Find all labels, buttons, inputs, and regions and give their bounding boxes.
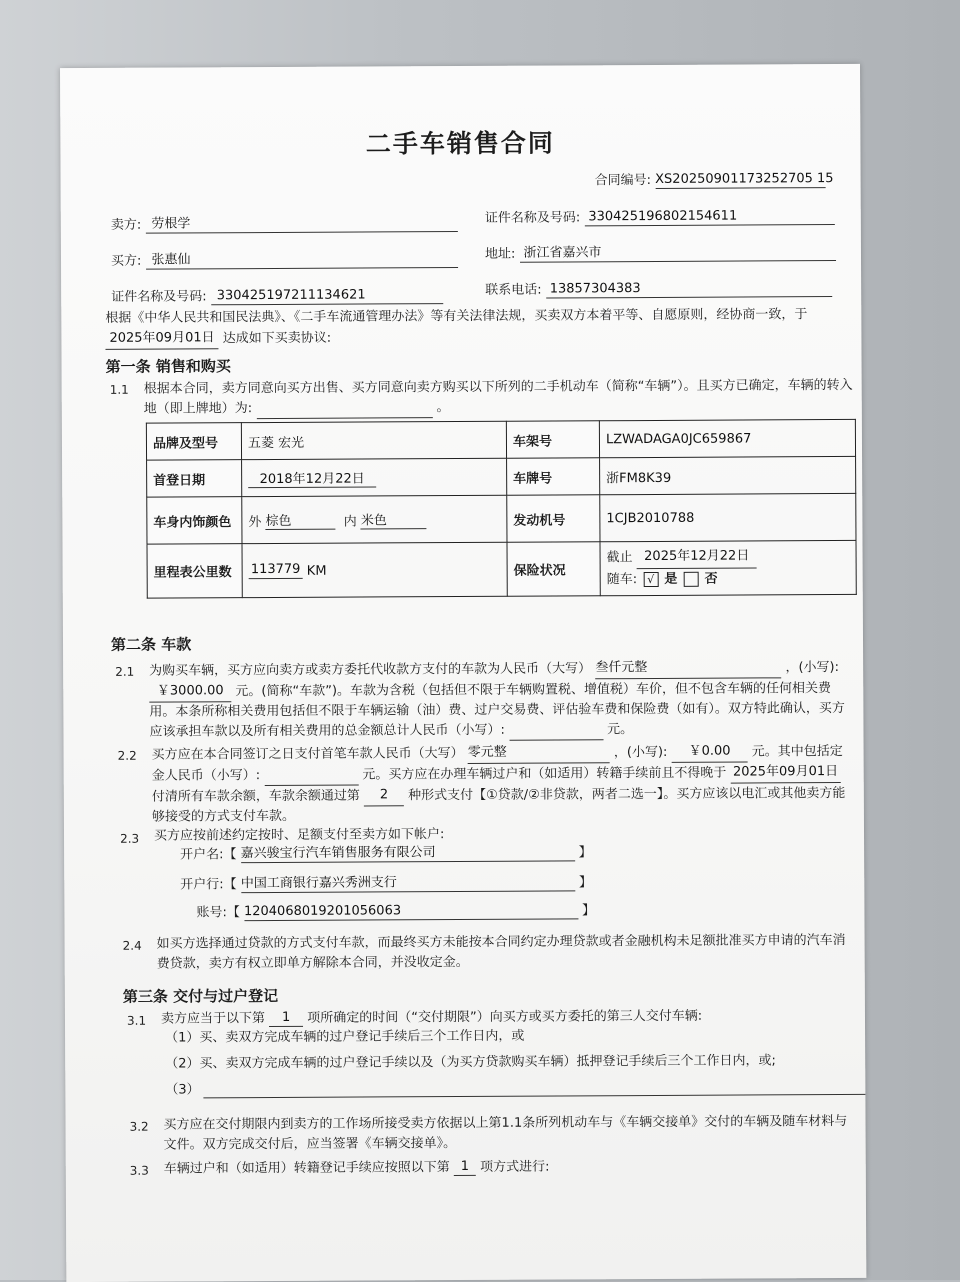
- clause-number: 2.1: [115, 664, 135, 679]
- delivery-option-2: （2）买、卖双方完成车辆的过户登记手续以及（为买方贷款购买车辆）抵押登记手续后三个工作日内，或;: [165, 1053, 776, 1072]
- bracket-close: 】: [578, 845, 592, 861]
- delivery-option-1: （1）买、卖双方完成车辆的过户登记手续后三个工作日内，或: [165, 1028, 525, 1046]
- clause-2-2-text-a: 买方应在本合同签订之日支付首笔车款人民币（大写）: [151, 745, 464, 763]
- price-upper: 叁仟元整: [595, 657, 781, 679]
- clause-number: 2.3: [120, 831, 140, 846]
- no-checkbox[interactable]: [683, 572, 698, 587]
- insurance-label: 保险状况: [507, 542, 600, 596]
- deposit-blank: [264, 769, 358, 786]
- table-row: [146, 419, 855, 460]
- clause-2-1-text-c: 元。(简称“车款”)。车款为含税（包括但不限于车辆购置税、增值税）车价，但不包含车辆的任何相关费用。本条所称相关费用包括但不限于车辆运输（油）费、过户交易费、评估验车费和保险费（如有）。双方特此确认，买方应该承担车款以及所有相关费用的总金额总计人民币（小写）:: [149, 681, 845, 740]
- seller-row: [111, 214, 458, 234]
- buyer-id-row: [111, 286, 443, 306]
- intro-text-2: 达成如下买卖协议:: [222, 330, 332, 347]
- buyer-phone-row: [485, 279, 832, 299]
- buyer-id-value: 330425197211134621: [211, 286, 443, 305]
- reg-date-label: 首登日期: [147, 460, 242, 497]
- clause-2-3-text: 买方应按前述约定按时、足额支付至卖方如下帐户:: [153, 827, 445, 844]
- engine-label: 发动机号: [507, 495, 600, 542]
- table-row: [147, 493, 856, 544]
- clause-3-2-text: 买方应在交付期限内到卖方的工作场所接受卖方依据以上第1.1条所列机动车与《车辆交接单》交付的车辆及随车材料与文件。双方完成交付后，应当签署《车辆交接单》。: [163, 1113, 848, 1153]
- article-1-heading: 第一条 销售和购买: [105, 357, 231, 376]
- clause-3-1-text-a: 卖方应当于以下第: [160, 1011, 266, 1027]
- clause-3-1: [161, 1007, 702, 1028]
- table-row: [147, 540, 856, 598]
- with-car-row: [607, 568, 850, 591]
- balance-due-date: 2025年09月01日: [730, 762, 840, 784]
- clause-2-2-text-c: 元。其中包括定金人民币（小写）:: [151, 744, 843, 784]
- buyer-address-label: 地址:: [484, 246, 516, 262]
- account-bank-label: 开户行:【: [180, 877, 237, 893]
- delivery-option-3: [165, 1078, 866, 1099]
- clause-3-3-text-a: 车辆过户和（如适用）转籍登记手续应按照以下第: [163, 1160, 450, 1177]
- outer-color-value: 棕色: [265, 510, 335, 530]
- mileage-unit: KM: [306, 563, 327, 579]
- clause-number: 3.3: [129, 1163, 149, 1178]
- seller-id-row: [485, 207, 835, 227]
- transfer-item: 1: [454, 1158, 476, 1176]
- down-payment-lower: ￥0.00: [672, 742, 748, 763]
- clause-number: 3.1: [126, 1013, 147, 1028]
- payment-method: 2: [364, 785, 404, 806]
- vin-label: 车架号: [506, 421, 599, 458]
- article-2-heading: 第二条 车款: [110, 635, 192, 654]
- clause-2-2: [152, 741, 854, 828]
- clause-2-2-text-d: 元。买方应在办理车辆过户和（如适用）转籍手续前且不得晚于: [362, 765, 727, 783]
- brand-label: 品牌及型号: [146, 423, 241, 460]
- clause-1-1-end: 。: [436, 400, 450, 416]
- buyer-phone-label: 联系电话:: [485, 282, 542, 298]
- clause-number: 2.4: [122, 938, 142, 953]
- destination-blank: [256, 401, 432, 419]
- account-number-value: 1204068019201056063: [244, 901, 578, 921]
- delivery-option-3-label: （3）: [165, 1082, 200, 1098]
- clause-3-1-text-b: 项所确定的时间（“交付期限”）向买方或买方委托的第三人交付车辆:: [307, 1008, 703, 1026]
- buyer-address-value: 浙江省嘉兴市: [519, 243, 835, 263]
- plate-label: 车牌号: [507, 458, 600, 495]
- seller-id-label: 证件名称及号码:: [484, 210, 581, 226]
- no-label: 否: [704, 571, 718, 587]
- clause-number: 1.1: [109, 382, 129, 397]
- account-name-value: 嘉兴骏宝行汽车销售服务有限公司: [241, 843, 575, 863]
- buyer-name: 张惠仙: [145, 250, 457, 270]
- seller-id-value: 330425196802154611: [584, 207, 834, 226]
- reg-date-value: 2018年12月22日: [248, 467, 376, 488]
- clause-2-2-text-f: 种形式支付【①贷款/②非贷款，两者二选一】。买方应该以电汇或其他卖方能够接受的方式支付车款。: [151, 785, 846, 825]
- clause-2-2-text-e: 付清所有车款余额，车款余额通过第: [151, 788, 360, 805]
- yes-label: 是: [664, 571, 678, 587]
- plate-value: 浙FM8K39: [600, 456, 856, 494]
- clause-3-3-text-b: 项方式进行:: [480, 1159, 550, 1175]
- contract-title: 二手车销售合同: [365, 128, 555, 159]
- insurance-until-label: 截止: [606, 550, 633, 566]
- account-number-row: [196, 901, 595, 921]
- clause-2-2-text-b: ，(小写):: [613, 744, 668, 761]
- clause-2-1-text-d: 元。: [607, 722, 634, 738]
- contract-number-label: 合同编号:: [594, 173, 652, 189]
- clause-1-1: [144, 376, 856, 420]
- bracket-close: 】: [578, 875, 593, 891]
- vin-value: LZWADAGA0JC659867: [599, 419, 855, 457]
- clause-3-3: [164, 1158, 550, 1178]
- clause-2-4-text: 如买方选择通过贷款的方式支付车款，而最终买方未能按本合同约定办理贷款或者金融机构未足额批准买方申请的汽车消费贷款，卖方有权立即单方解除本合同，并没收定金。: [156, 932, 846, 972]
- inner-color-value: 米色: [361, 509, 427, 529]
- account-bank-value: 中国工商银行嘉兴秀洲支行: [241, 873, 575, 893]
- brand-value: 五菱 宏光: [241, 421, 506, 459]
- clause-2-1-text-a: 为购买车辆，买方应向卖方或卖方委托代收款方支付的车款为人民币（大写）: [149, 661, 592, 679]
- insurance-until-row: [607, 545, 850, 569]
- total-amount-blank: [509, 723, 603, 740]
- delivery-item: 1: [269, 1009, 303, 1027]
- clause-number: 3.2: [129, 1119, 149, 1134]
- clause-1-1-text: 根据本合同，卖方同意向买方出售、买方同意向卖方购买以下所列的二手机动车（简称“车辆”）。且买方已确定，车辆的转入地（即上牌地）为:: [143, 377, 853, 417]
- yes-checkbox[interactable]: √: [643, 572, 658, 587]
- intro-paragraph: [105, 305, 855, 350]
- buyer-id-label: 证件名称及号码:: [111, 289, 207, 305]
- seller-name: 劳根学: [145, 214, 457, 234]
- outer-color-label: 外: [248, 515, 262, 531]
- account-number-label: 账号:【: [196, 905, 240, 921]
- bracket-close: 】: [582, 903, 596, 919]
- account-bank-row: [180, 873, 592, 893]
- buyer-label: 买方:: [110, 253, 142, 269]
- account-name-label: 开户名:【: [180, 847, 237, 863]
- with-car-label: 随车:: [606, 572, 638, 588]
- clause-2-1: [149, 657, 853, 743]
- seller-label: 卖方:: [110, 217, 142, 233]
- buyer-phone-value: 13857304383: [546, 279, 832, 298]
- contract-number-value: XS20250901173252705 15: [655, 171, 834, 187]
- intro-text-1: 根据《中华人民共和国民法典》、《二手车流通管理办法》等有关法律法规，买卖双方本着平等、自愿原则，经协商一致，于: [105, 307, 808, 326]
- mileage-value: 113779: [249, 562, 303, 579]
- mileage-label: 里程表公里数: [147, 544, 242, 598]
- inner-color-label: 内: [343, 514, 357, 530]
- account-name-row: [180, 843, 592, 863]
- buyer-row: [111, 250, 458, 270]
- buyer-address-row: [485, 243, 836, 263]
- article-3-heading: 第三条 交付与过户登记: [122, 986, 279, 1006]
- clause-number: 2.2: [117, 748, 137, 763]
- table-row: [147, 456, 856, 497]
- engine-value: 1CJB2010788: [600, 493, 856, 541]
- contract-page: [60, 64, 866, 1282]
- vehicle-info-table: [146, 419, 857, 599]
- delivery-option-3-blank: [204, 1078, 867, 1098]
- contract-number-row: [594, 170, 834, 189]
- insurance-until-value: 2025年12月22日: [637, 545, 757, 569]
- clause-2-1-text-b: ，(小写):: [785, 660, 840, 676]
- down-payment-upper: 零元整: [468, 742, 610, 764]
- color-label: 车身内饰颜色: [147, 497, 242, 544]
- intro-date: 2025年09月01日: [105, 328, 218, 350]
- price-lower: ￥3000.00: [149, 681, 231, 702]
